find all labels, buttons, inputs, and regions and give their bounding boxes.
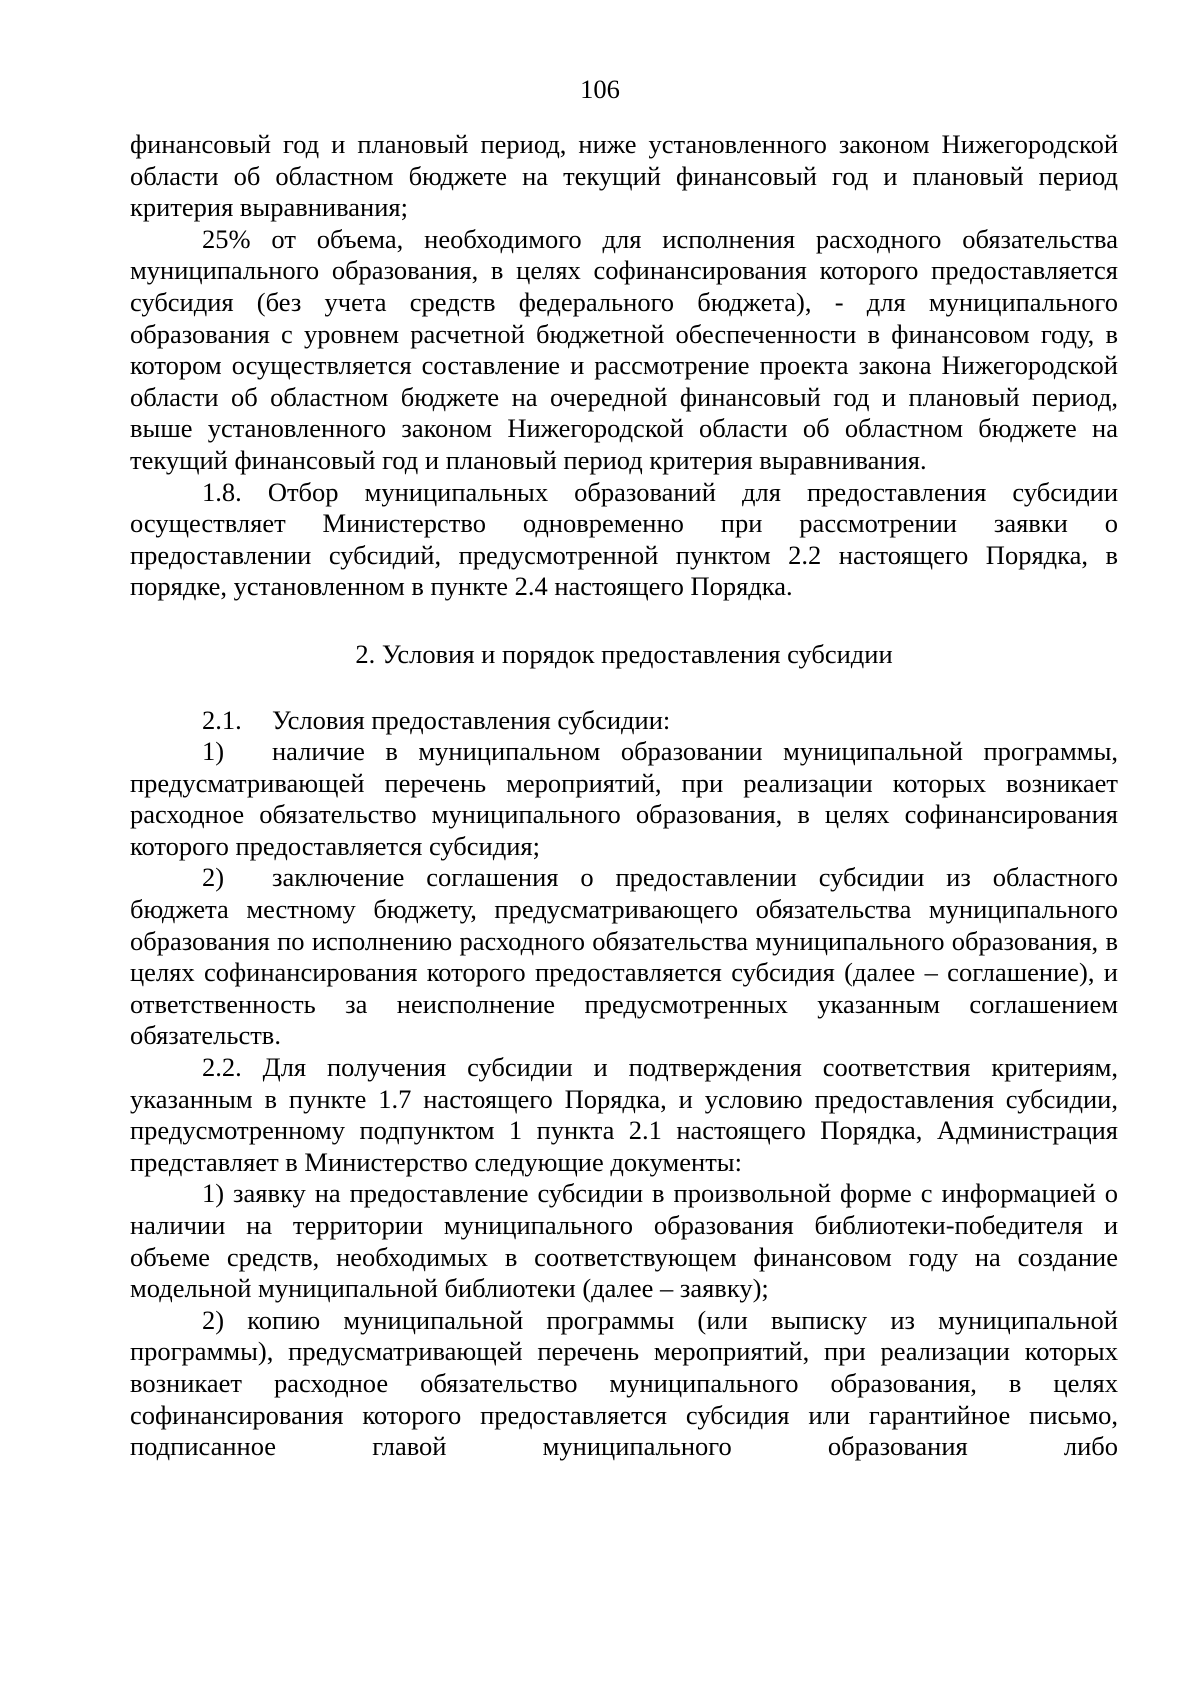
item-1 <box>130 736 1118 862</box>
paragraph-25-percent: 25% от объема, необходимого для исполнения расходного обязательства муниципального образования, в целях софинансирования которого предоставляется субсидия (без учета средств федерального бюджета), - для муниципального образования с уровнем расчетной бюджетной обеспеченности в финансовом году, в котором осуществляется составление и рассмотрение проекта закона Нижегородской области об областном бюджете на очередной финансовый год и плановый период, выше установленного законом Нижегородской области об областном бюджете на текущий финансовый год и плановый период критерия выравнивания. <box>130 223 1118 475</box>
item-2-1-text: Условия предоставления субсидии: <box>272 704 671 735</box>
item-1-number: 1) <box>202 736 225 767</box>
item-2-number: 2) <box>202 862 225 893</box>
item-2 <box>130 862 1118 1052</box>
paragraph-document-1: 1) заявку на предоставление субсидии в произвольной форме с информацией о наличии на территории муниципального образования библиотеки-победителя и объеме средств, необходимых в соответствующем финансовом году на создание модельной муниципальной библиотеки (далее – заявку); <box>130 1178 1118 1304</box>
section-heading: 2. Условия и порядок предоставления субсидии <box>355 638 893 669</box>
page-number: 106 <box>580 74 620 104</box>
item-1-text: наличие в муниципальном образовании муниципальной программы, предусматривающей перечень мероприятий, при реализации которых возникает расходное обязательство муниципального образования, в целях софинансирования которого предоставляется субсидия; <box>130 736 1118 861</box>
paragraph-1-8: 1.8. Отбор муниципальных образований для предоставления субсидии осуществляет Министерство одновременно при рассмотрении заявки о предоставлении субсидий, предусмотренной пунктом 2.2 настоящего Порядка, в порядке, установленном в пункте 2.4 настоящего Порядка. <box>130 476 1118 602</box>
paragraph-document-2: 2) копию муниципальной программы (или выписку из муниципальной программы), предусматривающей перечень мероприятий, при реализации которых возникает расходное обязательство муниципального образования, в целях софинансирования которого предоставляется субсидия или гарантийное письмо, подписанное главой муниципального образования либо <box>130 1304 1118 1462</box>
item-2-1-number: 2.1. <box>202 704 242 735</box>
paragraph-continuation: финансовый год и плановый период, ниже установленного законом Нижегородской области об областном бюджете на текущий финансовый год и плановый период критерия выравнивания; <box>130 129 1118 223</box>
paragraph-2-2: 2.2. Для получения субсидии и подтверждения соответствия критериям, указанным в пункте 1.7 настоящего Порядка, и условию предоставления субсидии, предусмотренному подпунктом 1 пункта 2.1 настоящего Порядка, Администрация представляет в Министерство следующие документы: <box>130 1052 1118 1177</box>
document-body <box>130 129 1118 1463</box>
item-2-1 <box>130 705 1118 737</box>
item-2-text: заключение соглашения о предоставлении субсидии из областного бюджета местному бюджету, предусматривающего обязательства муниципального образования по исполнению расходного обязательства муниципального образования, в целях софинансирования которого предоставляется субсидия (далее – соглашение), и ответственность за неисполнение предусмотренных указанным соглашением обязательств. <box>130 862 1118 1051</box>
